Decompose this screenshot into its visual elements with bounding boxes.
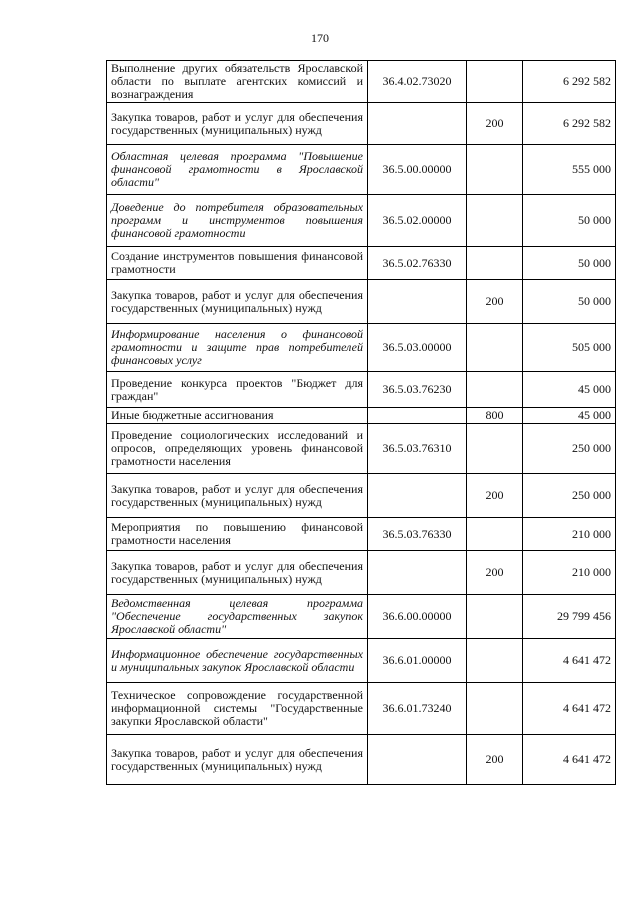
amount-cell: 250 000 xyxy=(523,474,616,518)
target-code-cell: 36.4.02.73020 xyxy=(368,61,467,103)
target-code-cell xyxy=(368,103,467,145)
table-row xyxy=(107,280,616,324)
amount-cell: 29 799 456 xyxy=(523,595,616,639)
name-cell: Областная целевая программа "Повышение финансовой грамотности в Ярославской области" xyxy=(107,145,368,195)
expense-type-cell xyxy=(467,683,523,735)
expense-type-cell xyxy=(467,518,523,551)
name-cell: Доведение до потребителя образовательных программ и инструментов повышения финансовой грамотности xyxy=(107,195,368,247)
name-cell: Создание инструментов повышения финансовой грамотности xyxy=(107,247,368,280)
name-cell: Закупка товаров, работ и услуг для обеспечения государственных (муниципальных) нужд xyxy=(107,103,368,145)
target-code-cell xyxy=(368,551,467,595)
target-code-cell xyxy=(368,280,467,324)
expense-type-cell xyxy=(467,639,523,683)
expense-type-cell: 800 xyxy=(467,408,523,424)
budget-table-body xyxy=(107,61,616,785)
amount-cell: 210 000 xyxy=(523,518,616,551)
expense-type-cell xyxy=(467,247,523,280)
amount-cell: 4 641 472 xyxy=(523,683,616,735)
expense-type-cell: 200 xyxy=(467,280,523,324)
name-cell: Выполнение других обязательств Ярославской области по выплате агентских комиссий и вознаграждения xyxy=(107,61,368,103)
table-row xyxy=(107,103,616,145)
name-cell: Закупка товаров, работ и услуг для обеспечения государственных (муниципальных) нужд xyxy=(107,735,368,785)
table-row xyxy=(107,735,616,785)
amount-cell: 555 000 xyxy=(523,145,616,195)
name-cell: Проведение социологических исследований и опросов, определяющих уровень финансовой грамотности населения xyxy=(107,424,368,474)
target-code-cell: 36.5.03.76230 xyxy=(368,372,467,408)
target-code-cell: 36.5.03.76310 xyxy=(368,424,467,474)
expense-type-cell: 200 xyxy=(467,735,523,785)
target-code-cell xyxy=(368,474,467,518)
name-cell: Информирование населения о финансовой грамотности и защите прав потребителей финансовых услуг xyxy=(107,324,368,372)
table-row xyxy=(107,145,616,195)
expense-type-cell xyxy=(467,372,523,408)
amount-cell: 45 000 xyxy=(523,408,616,424)
name-cell: Проведение конкурса проектов "Бюджет для граждан" xyxy=(107,372,368,408)
expense-type-cell xyxy=(467,595,523,639)
expense-type-cell xyxy=(467,145,523,195)
page-number: 170 xyxy=(311,31,329,45)
expense-type-cell: 200 xyxy=(467,551,523,595)
amount-cell: 50 000 xyxy=(523,195,616,247)
amount-cell: 250 000 xyxy=(523,424,616,474)
amount-cell: 50 000 xyxy=(523,247,616,280)
amount-cell: 505 000 xyxy=(523,324,616,372)
target-code-cell xyxy=(368,735,467,785)
target-code-cell: 36.5.03.00000 xyxy=(368,324,467,372)
target-code-cell: 36.5.03.76330 xyxy=(368,518,467,551)
table-row xyxy=(107,424,616,474)
target-code-cell: 36.5.02.00000 xyxy=(368,195,467,247)
budget-table xyxy=(106,60,616,785)
name-cell: Закупка товаров, работ и услуг для обеспечения государственных (муниципальных) нужд xyxy=(107,474,368,518)
table-row xyxy=(107,474,616,518)
amount-cell: 210 000 xyxy=(523,551,616,595)
amount-cell: 6 292 582 xyxy=(523,103,616,145)
amount-cell: 50 000 xyxy=(523,280,616,324)
target-code-cell: 36.5.00.00000 xyxy=(368,145,467,195)
table-row xyxy=(107,683,616,735)
amount-cell: 6 292 582 xyxy=(523,61,616,103)
target-code-cell: 36.6.01.73240 xyxy=(368,683,467,735)
name-cell: Мероприятия по повышению финансовой грамотности населения xyxy=(107,518,368,551)
expense-type-cell xyxy=(467,61,523,103)
expense-type-cell: 200 xyxy=(467,474,523,518)
target-code-cell: 36.5.02.76330 xyxy=(368,247,467,280)
name-cell: Закупка товаров, работ и услуг для обеспечения государственных (муниципальных) нужд xyxy=(107,551,368,595)
name-cell: Иные бюджетные ассигнования xyxy=(107,408,368,424)
name-cell: Информационное обеспечение государственных и муниципальных закупок Ярославской области xyxy=(107,639,368,683)
name-cell: Закупка товаров, работ и услуг для обеспечения государственных (муниципальных) нужд xyxy=(107,280,368,324)
table-row xyxy=(107,518,616,551)
name-cell: Техническое сопровождение государственной информационной системы "Государственные закупки Ярославской области" xyxy=(107,683,368,735)
table-row xyxy=(107,61,616,103)
table-row xyxy=(107,408,616,424)
table-row xyxy=(107,195,616,247)
expense-type-cell xyxy=(467,324,523,372)
amount-cell: 4 641 472 xyxy=(523,735,616,785)
name-cell: Ведомственная целевая программа "Обеспечение государственных закупок Ярославской области" xyxy=(107,595,368,639)
expense-type-cell: 200 xyxy=(467,103,523,145)
target-code-cell xyxy=(368,408,467,424)
table-row xyxy=(107,324,616,372)
table-row xyxy=(107,247,616,280)
amount-cell: 4 641 472 xyxy=(523,639,616,683)
expense-type-cell xyxy=(467,424,523,474)
table-row xyxy=(107,639,616,683)
target-code-cell: 36.6.00.00000 xyxy=(368,595,467,639)
expense-type-cell xyxy=(467,195,523,247)
target-code-cell: 36.6.01.00000 xyxy=(368,639,467,683)
table-row xyxy=(107,595,616,639)
table-row xyxy=(107,372,616,408)
table-row xyxy=(107,551,616,595)
amount-cell: 45 000 xyxy=(523,372,616,408)
